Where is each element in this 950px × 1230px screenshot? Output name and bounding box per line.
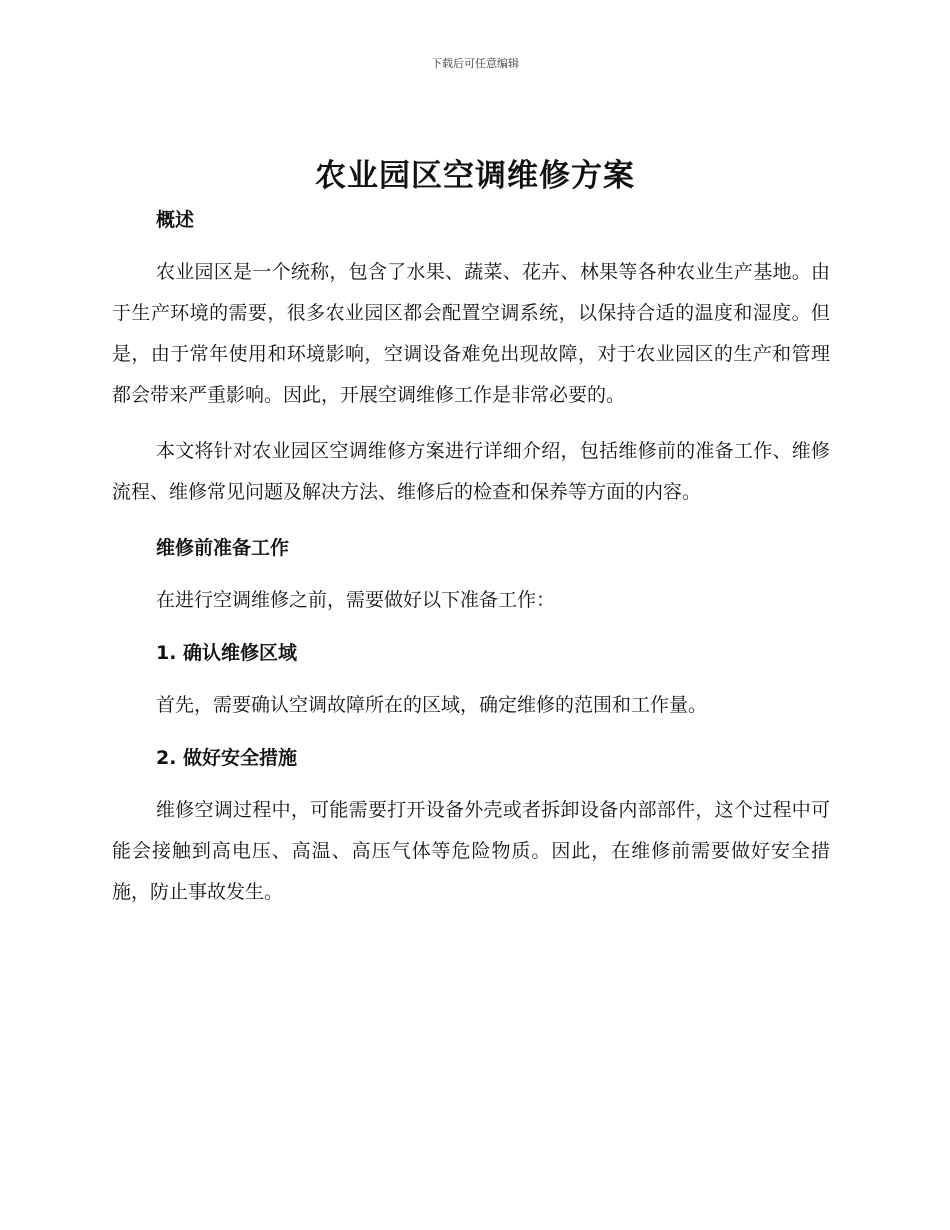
document-body [112, 200, 830, 913]
paragraph-preparation-intro: 在进行空调维修之前，需要做好以下准备工作： [156, 589, 556, 611]
subheading-confirm-area: 1. 确认维修区域 [156, 642, 298, 664]
header-note: 下载后可任意编辑 [431, 57, 519, 70]
document-title: 农业园区空调维修方案 [315, 158, 635, 194]
paragraph-confirm-area: 首先，需要确认空调故障所在的区域，确定维修的范围和工作量。 [156, 694, 708, 716]
subheading-safety-measures: 2. 做好安全措施 [156, 747, 298, 769]
paragraph-overview-2: 本文将针对农业园区空调维修方案进行详细介绍，包括维修前的准备工作、维修流程、维修常见问题及解决方法、维修后的检查和保养等方面的内容。 [112, 440, 830, 503]
section-heading-overview: 概述 [156, 209, 195, 231]
section-heading-preparation: 维修前准备工作 [156, 537, 290, 559]
paragraph-safety-measures: 维修空调过程中，可能需要打开设备外壳或者拆卸设备内部部件，这个过程中可能会接触到高电压、高温、高压气体等危险物质。因此，在维修前需要做好安全措施，防止事故发生。 [112, 799, 830, 903]
paragraph-overview-1: 农业园区是一个统称，包含了水果、蔬菜、花卉、林果等各种农业生产基地。由于生产环境的需要，很多农业园区都会配置空调系统，以保持合适的温度和湿度。但是，由于常年使用和环境影响，空调设备难免出现故障，对于农业园区的生产和管理都会带来严重影响。因此，开展空调维修工作是非常必要的。 [112, 261, 830, 406]
